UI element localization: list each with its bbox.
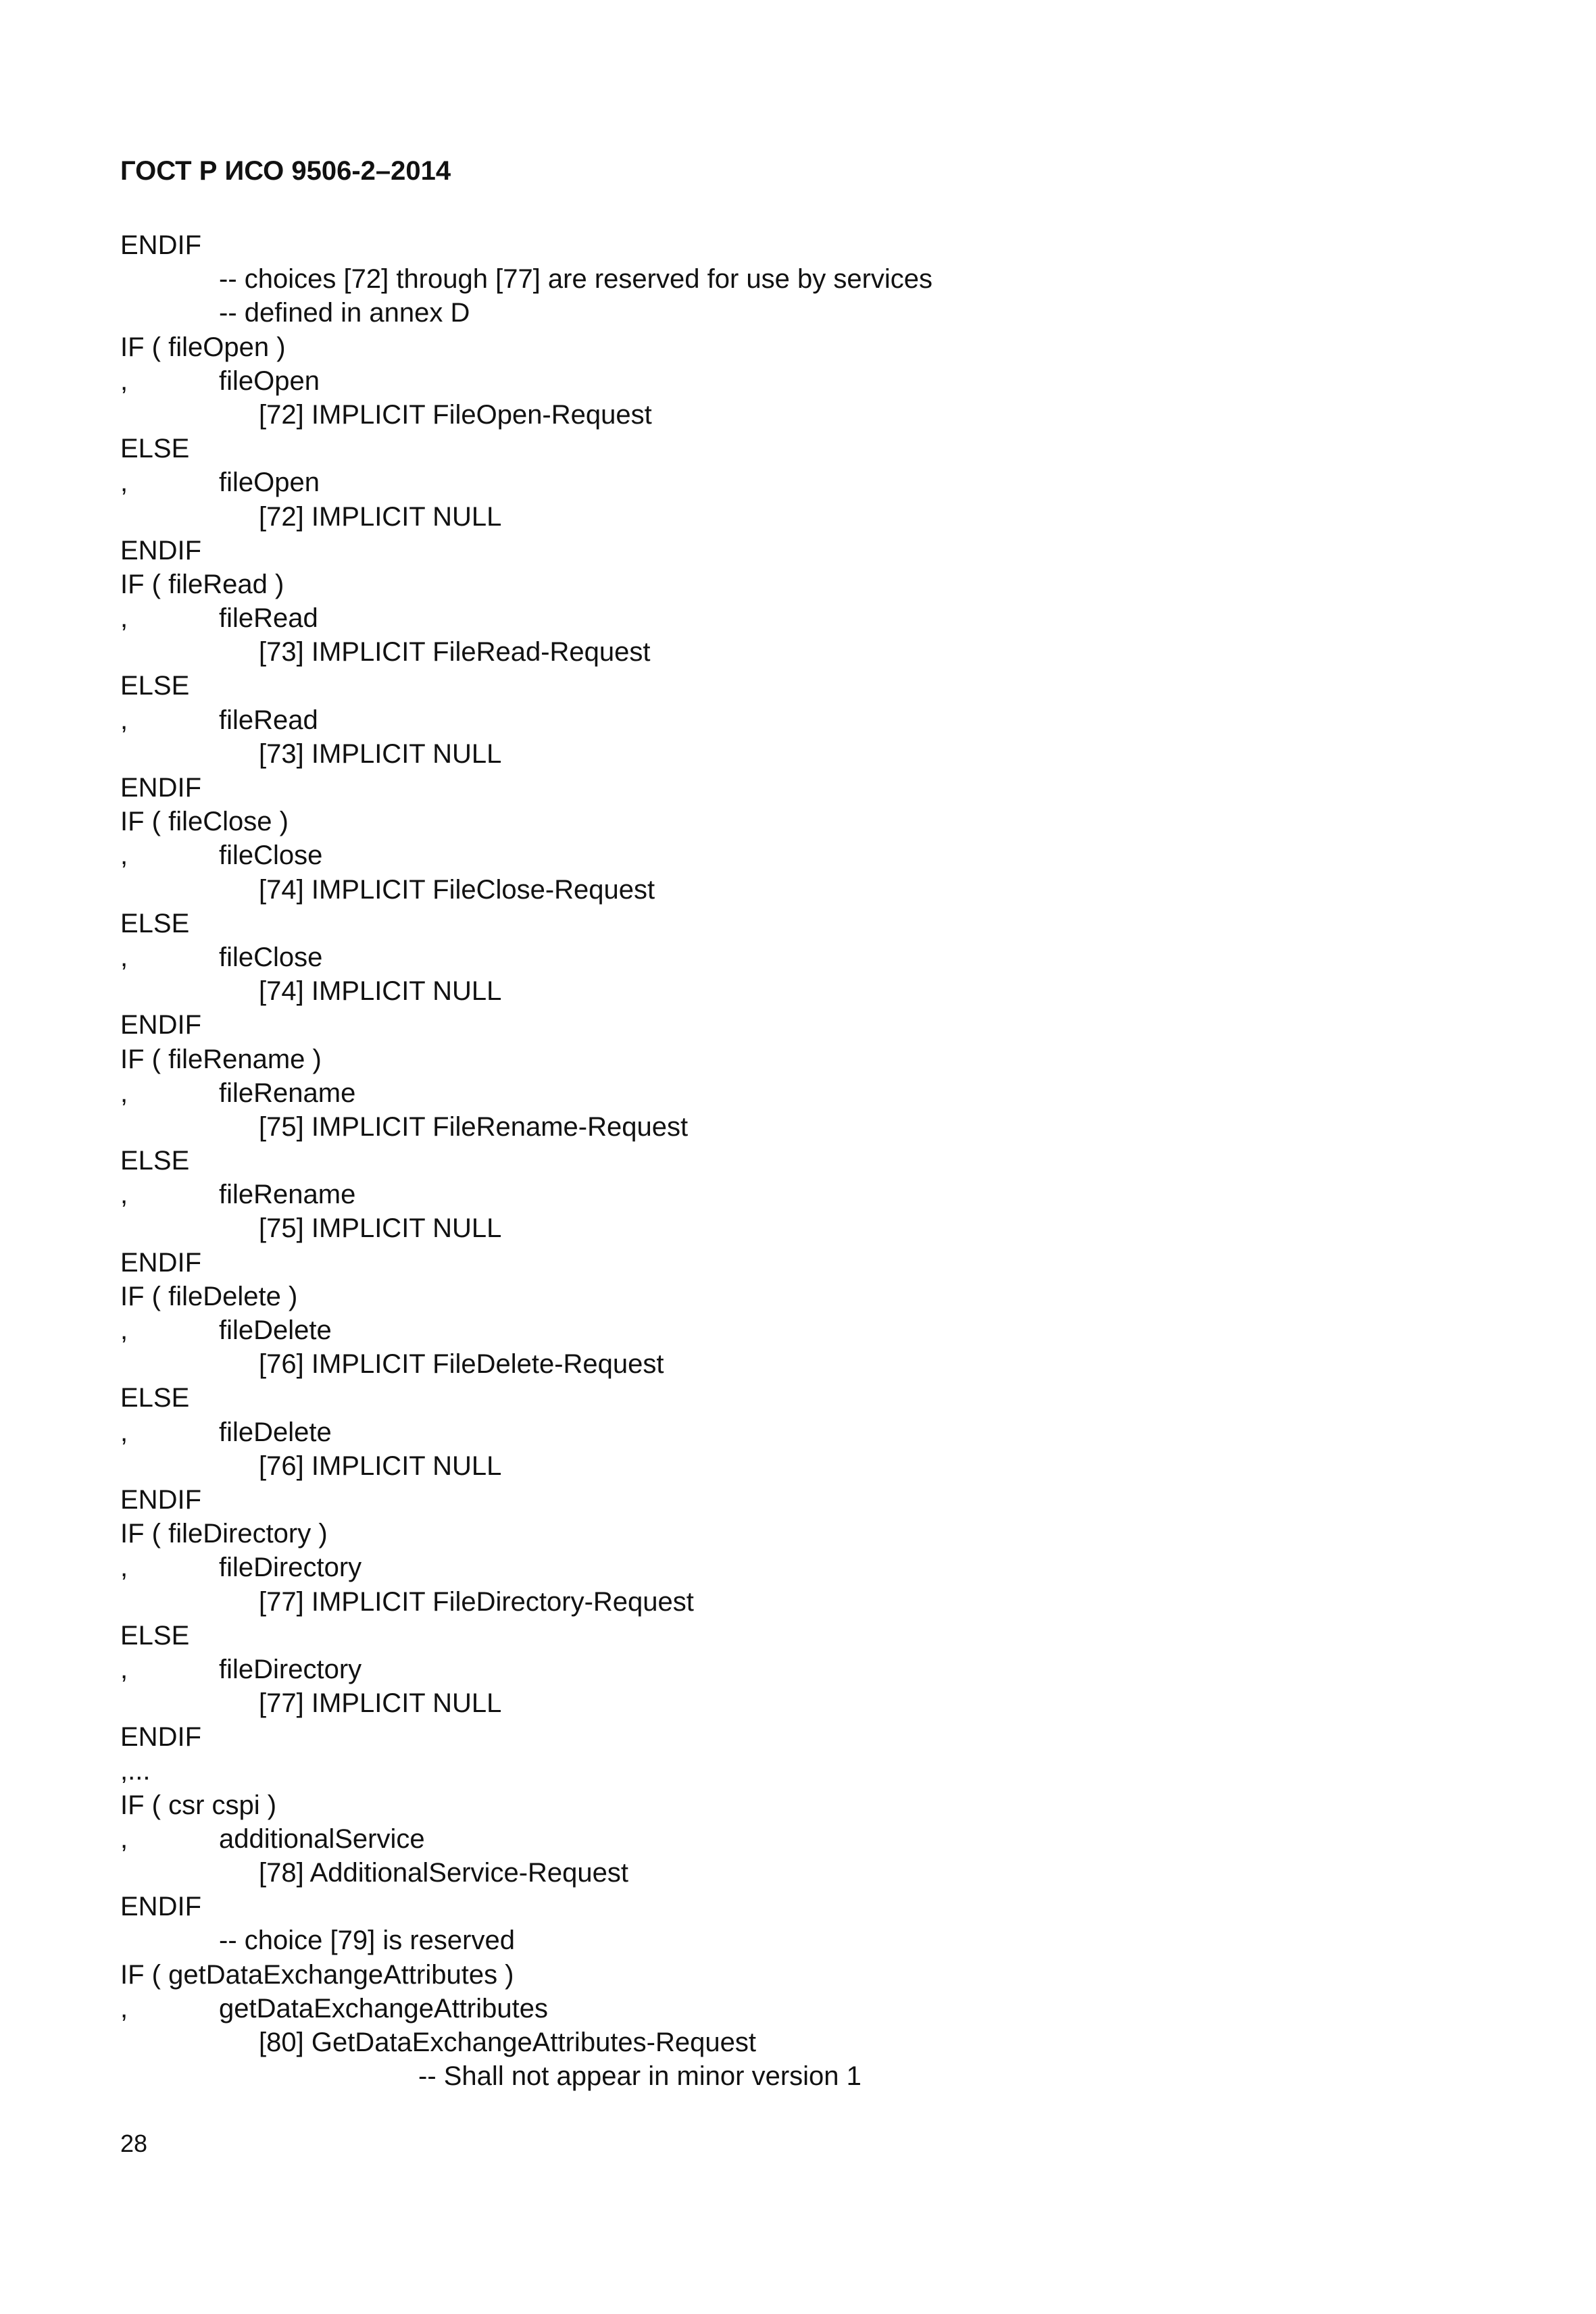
code-line-separator: , [120,1417,128,1447]
code-line-text: IF ( fileClose ) [120,807,289,837]
code-line-text: [73] IMPLICIT NULL [259,738,502,769]
code-line [120,1483,1472,1517]
code-line [120,1313,1472,1347]
code-line-text: getDataExchangeAttributes [219,1993,548,2023]
code-line-text: ,... [120,1756,151,1786]
code-line [120,1110,1472,1144]
code-line-text: fileClose [219,942,323,972]
code-line-text: fileOpen [219,468,320,498]
code-line [120,1381,1472,1415]
code-line-separator: , [120,1823,128,1854]
code-line-separator: , [120,1315,128,1345]
code-line-text: fileDirectory [219,1553,362,1583]
code-line-text: fileDelete [219,1417,332,1447]
code-line-text: fileDelete [219,1315,332,1345]
code-line [120,601,1472,635]
code-line [120,1720,1472,1754]
code-line-separator: , [120,1654,128,1684]
code-line [120,1178,1472,1211]
code-line-text: [75] IMPLICIT FileRename-Request [259,1111,689,1142]
code-line [120,2026,1472,2059]
code-line [120,1754,1472,1788]
code-line-separator: , [120,366,128,396]
code-line [120,1788,1472,1822]
code-line-text: ENDIF [120,535,201,565]
code-line [120,296,1472,330]
code-line-text: ELSE [120,1383,190,1413]
code-line-text: ENDIF [120,1484,201,1515]
code-line [120,1585,1472,1619]
document-header: ГОСТ Р ИСО 9506-2–2014 [120,156,451,186]
code-line [120,1686,1472,1720]
code-line [120,1211,1472,1245]
code-line [120,669,1472,703]
code-line-text: IF ( fileDirectory ) [120,1519,328,1549]
code-line-text: -- choices [72] through [77] are reserved for use by services [219,264,933,295]
code-line-text: ELSE [120,434,190,464]
code-line [120,940,1472,974]
code-line [120,1144,1472,1178]
code-line-text: ENDIF [120,1722,201,1753]
code-line [120,1551,1472,1584]
code-line-text: IF ( fileOpen ) [120,332,286,362]
code-line-separator: , [120,705,128,735]
code-line-text: ENDIF [120,1892,201,1922]
code-line [120,1042,1472,1076]
code-line [120,2059,1472,2093]
code-line [120,838,1472,872]
page-number: 28 [120,2130,148,2157]
code-line [120,1890,1472,1923]
code-line [120,1923,1472,1957]
code-line-separator: , [120,1180,128,1210]
code-line-text: fileRename [219,1078,356,1108]
code-line [120,466,1472,499]
code-line-text: IF ( csr cspi ) [120,1790,277,1820]
code-line-text: [72] IMPLICIT NULL [259,501,502,532]
code-line-text: [77] IMPLICIT FileDirectory-Request [259,1586,694,1617]
code-line-separator: , [120,1553,128,1583]
code-line [120,568,1472,601]
code-line [120,1822,1472,1856]
code-line [120,398,1472,432]
code-line-text: fileClose [219,840,323,871]
code-line-text: IF ( getDataExchangeAttributes ) [120,1959,514,1990]
code-line [120,500,1472,534]
code-line-separator: , [120,468,128,498]
code-line [120,635,1472,669]
code-line [120,1246,1472,1280]
code-line [120,974,1472,1008]
code-line-separator: , [120,1078,128,1108]
code-line-text: ELSE [120,671,190,701]
code-line-text: [77] IMPLICIT NULL [259,1688,502,1719]
code-line-text: IF ( fileRead ) [120,569,284,599]
code-line-text: [74] IMPLICIT FileClose-Request [259,874,655,905]
code-line-text: ELSE [120,1620,190,1651]
code-line-text: [72] IMPLICIT FileOpen-Request [259,399,652,430]
code-line [120,1992,1472,2026]
code-line-text: [80] GetDataExchangeAttributes-Request [259,2027,756,2057]
code-line [120,364,1472,398]
code-line-text: ENDIF [120,773,201,803]
code-line [120,1449,1472,1483]
code-line [120,1415,1472,1449]
code-line-separator: , [120,1993,128,2023]
code-line [120,771,1472,805]
code-line-text: [73] IMPLICIT FileRead-Request [259,637,651,668]
code-line [120,1958,1472,1992]
code-line-separator: , [120,603,128,634]
code-line [120,1619,1472,1653]
code-line-text: IF ( fileRename ) [120,1044,322,1074]
code-line [120,534,1472,568]
code-line-text: ENDIF [120,1010,201,1040]
code-line-separator: , [120,942,128,972]
code-line [120,1856,1472,1890]
code-line-text: -- choice [79] is reserved [219,1926,515,1956]
code-line-text: fileDirectory [219,1654,362,1684]
code-line [120,907,1472,940]
code-line-text: fileRename [219,1180,356,1210]
code-line-text: ELSE [120,1146,190,1176]
code-line-text: ELSE [120,908,190,938]
code-line-text: ENDIF [120,1247,201,1278]
code-line [120,873,1472,907]
code-line-text: fileRead [219,603,318,634]
code-line [120,262,1472,296]
code-line-text: [75] IMPLICIT NULL [259,1213,502,1244]
code-line [120,1653,1472,1686]
code-line [120,1280,1472,1313]
code-line [120,330,1472,364]
code-line [120,805,1472,838]
asn1-code-block [120,228,1472,2093]
code-line [120,228,1472,262]
code-line [120,1347,1472,1381]
code-line-text: [76] IMPLICIT NULL [259,1451,502,1481]
code-line-text: [76] IMPLICIT FileDelete-Request [259,1349,664,1380]
code-line-text: fileRead [219,705,318,735]
code-line [120,432,1472,466]
code-line [120,703,1472,737]
code-line-text: -- defined in annex D [219,298,470,328]
code-line-text: additionalService [219,1823,425,1854]
code-line-text: ENDIF [120,230,201,260]
code-line-text: -- Shall not appear in minor version 1 [418,2061,862,2092]
code-line-text: [74] IMPLICIT NULL [259,976,502,1007]
code-line-text: IF ( fileDelete ) [120,1281,298,1311]
code-line [120,1517,1472,1551]
code-line [120,737,1472,771]
code-line-text: [78] AdditionalService-Request [259,1858,628,1888]
code-line-separator: , [120,840,128,871]
code-line [120,1076,1472,1110]
code-line [120,1008,1472,1042]
code-line-text: fileOpen [219,366,320,396]
